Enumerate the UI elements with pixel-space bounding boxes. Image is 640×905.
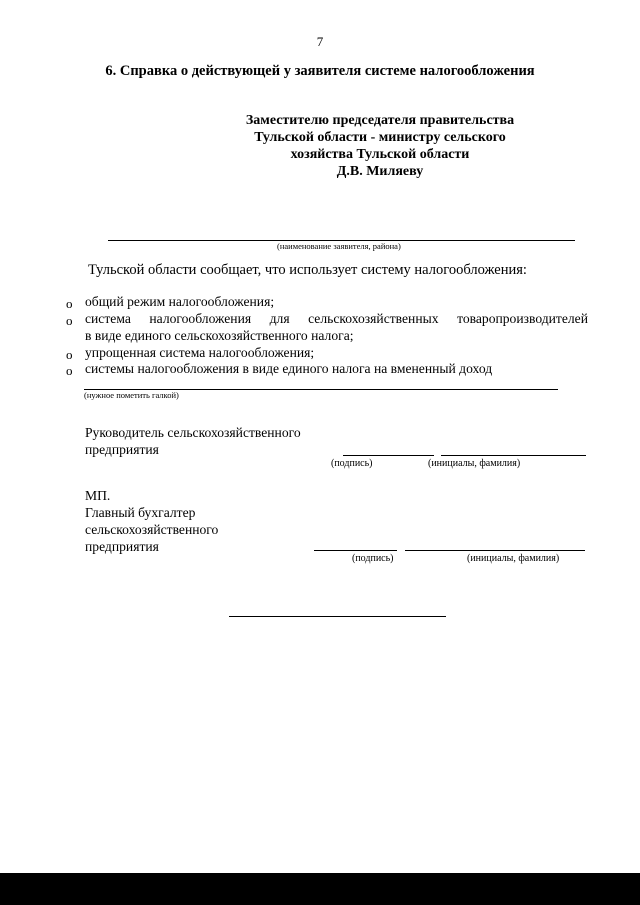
accountant-label-line3: предприятия xyxy=(85,539,159,554)
option-agri-line2: в виде единого сельскохозяйственного налога; xyxy=(85,328,354,343)
closing-divider xyxy=(229,616,446,617)
intro-text: Тульской области сообщает, что использует систему налогообложения: xyxy=(88,262,527,278)
mark-caption: (нужное пометить галкой) xyxy=(84,390,179,400)
addressee-line: Заместителю председателя правительства xyxy=(245,113,515,128)
head-label-line1: Руководитель сельскохозяйственного xyxy=(85,425,301,440)
accountant-signature-line xyxy=(314,550,397,551)
addressee-line: Тульской области - министру сельского xyxy=(254,130,506,145)
head-label-line2: предприятия xyxy=(85,442,159,457)
option-bullet: o xyxy=(66,363,73,378)
accountant-signature-caption: (подпись) xyxy=(352,553,394,564)
option-imputed: системы налогообложения в виде единого налога на вмененный доход xyxy=(85,361,493,376)
head-name-line xyxy=(441,455,586,456)
option-bullet: o xyxy=(66,347,73,362)
option-bullet: o xyxy=(66,313,73,328)
accountant-label-line2: сельскохозяйственного xyxy=(85,522,219,537)
scan-border xyxy=(0,873,640,905)
option-simplified: упрощенная система налогообложения; xyxy=(85,345,315,360)
accountant-name-line xyxy=(405,550,585,551)
accountant-label-line1: Главный бухгалтер xyxy=(85,505,196,520)
page-number: 7 xyxy=(316,34,324,49)
addressee-name: Д.В. Миляеву xyxy=(336,164,424,179)
head-signature-line xyxy=(343,455,434,456)
section-title: 6. Справка о действующей у заявителя системе налогообложения xyxy=(105,63,535,79)
option-bullet: o xyxy=(66,296,73,311)
option-general: общий режим налогообложения; xyxy=(85,294,275,309)
addressee-block xyxy=(230,112,530,180)
option-agri-line1: система налогообложения для сельскохозяйственных товаропроизводителей xyxy=(85,311,588,326)
addressee-line: хозяйства Тульской области xyxy=(290,147,470,162)
head-name-caption: (инициалы, фамилия) xyxy=(428,458,521,469)
accountant-name-caption: (инициалы, фамилия) xyxy=(467,553,560,564)
applicant-caption: (наименование заявителя, района) xyxy=(277,241,401,251)
stamp-label: МП. xyxy=(85,488,111,503)
head-signature-caption: (подпись) xyxy=(331,458,373,469)
